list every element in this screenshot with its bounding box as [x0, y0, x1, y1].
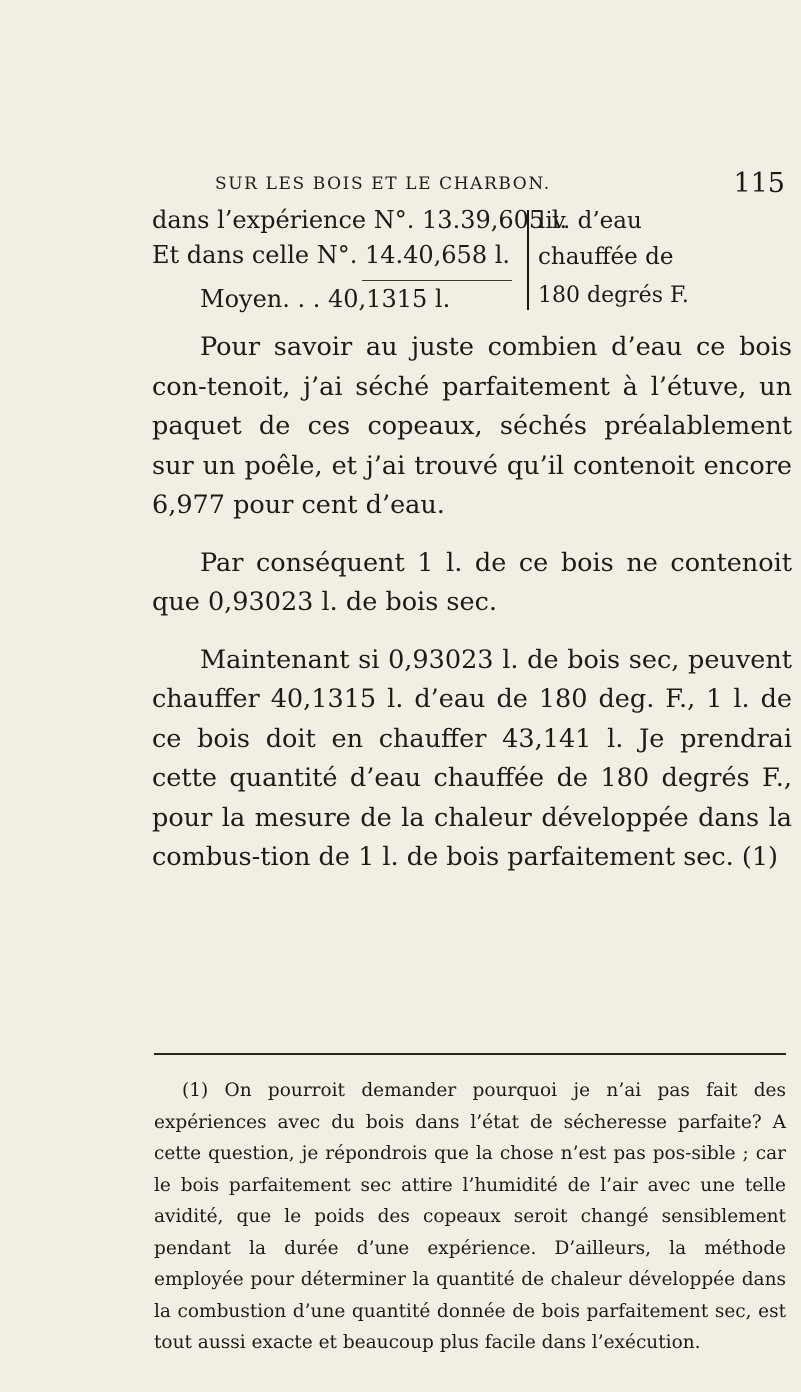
- footnote-divider: [154, 1053, 786, 1055]
- unit-note-line-3: 180 degrés F.: [538, 283, 689, 308]
- page-number: 115: [733, 168, 785, 199]
- footnote: (1) On pourroit demander pourquoi je n’ai pas fait des expériences avec du bois dans l’état de sécheresse parfaite? A cette question, je répondrois que la chose n’est pas pos-sible ; car le bois parfaitement sec attire l’humidité de l’air avec une telle avidité, que le poids des copeaux seroit changé sensiblement pendant la durée d’une expérience. D’ailleurs, la méthode employée pour déterminer la quantité de chaleur développée dans la combustion d’une quantité donnée de bois parfaitement sec, est tout aussi exacte et beaucoup plus facile dans l’exécution.: [154, 1080, 786, 1353]
- running-head: SUR LES BOIS ET LE CHARBON.: [215, 174, 551, 194]
- brace-icon: [519, 210, 529, 310]
- measurement-block: [152, 206, 792, 318]
- paragraph-3: Maintenant si 0,93023 l. de bois sec, peuvent chauffer 40,1315 l. d’eau de 180 deg. F., 1 l. de ce bois doit en chauffer 43,141 l. Je prendrai cette quantité d’eau chauffée de 180 degrés F., pour la mesure de la chaleur développée dans la combus-tion de 1 l. de bois parfaitement sec. (1): [152, 644, 792, 872]
- paragraph-2: Par conséquent 1 l. de ce bois ne contenoit que 0,93023 l. de bois sec.: [152, 547, 792, 617]
- body-text: [152, 328, 792, 896]
- measurement-row-1: dans l’expérience N°. 13.39,605 l.: [152, 206, 568, 234]
- unit-note-line-1: liv. d’eau: [538, 208, 642, 234]
- measurement-row-2: Et dans celle N°. 14.40,658 l.: [152, 241, 511, 269]
- measurement-average: Moyen. . . 40,1315 l.: [200, 285, 451, 313]
- page-header: [215, 168, 785, 204]
- unit-note-line-2: chauffée de: [538, 244, 674, 270]
- paragraph-1: Pour savoir au juste combien d’eau ce bois con-tenoit, j’ai séché parfaitement à l’étuve, un paquet de ces copeaux, séchés préalablement sur un poêle, et j’ai trouvé qu’il contenoit encore 6,977 pour cent d’eau.: [152, 332, 792, 520]
- sum-rule: [362, 280, 512, 281]
